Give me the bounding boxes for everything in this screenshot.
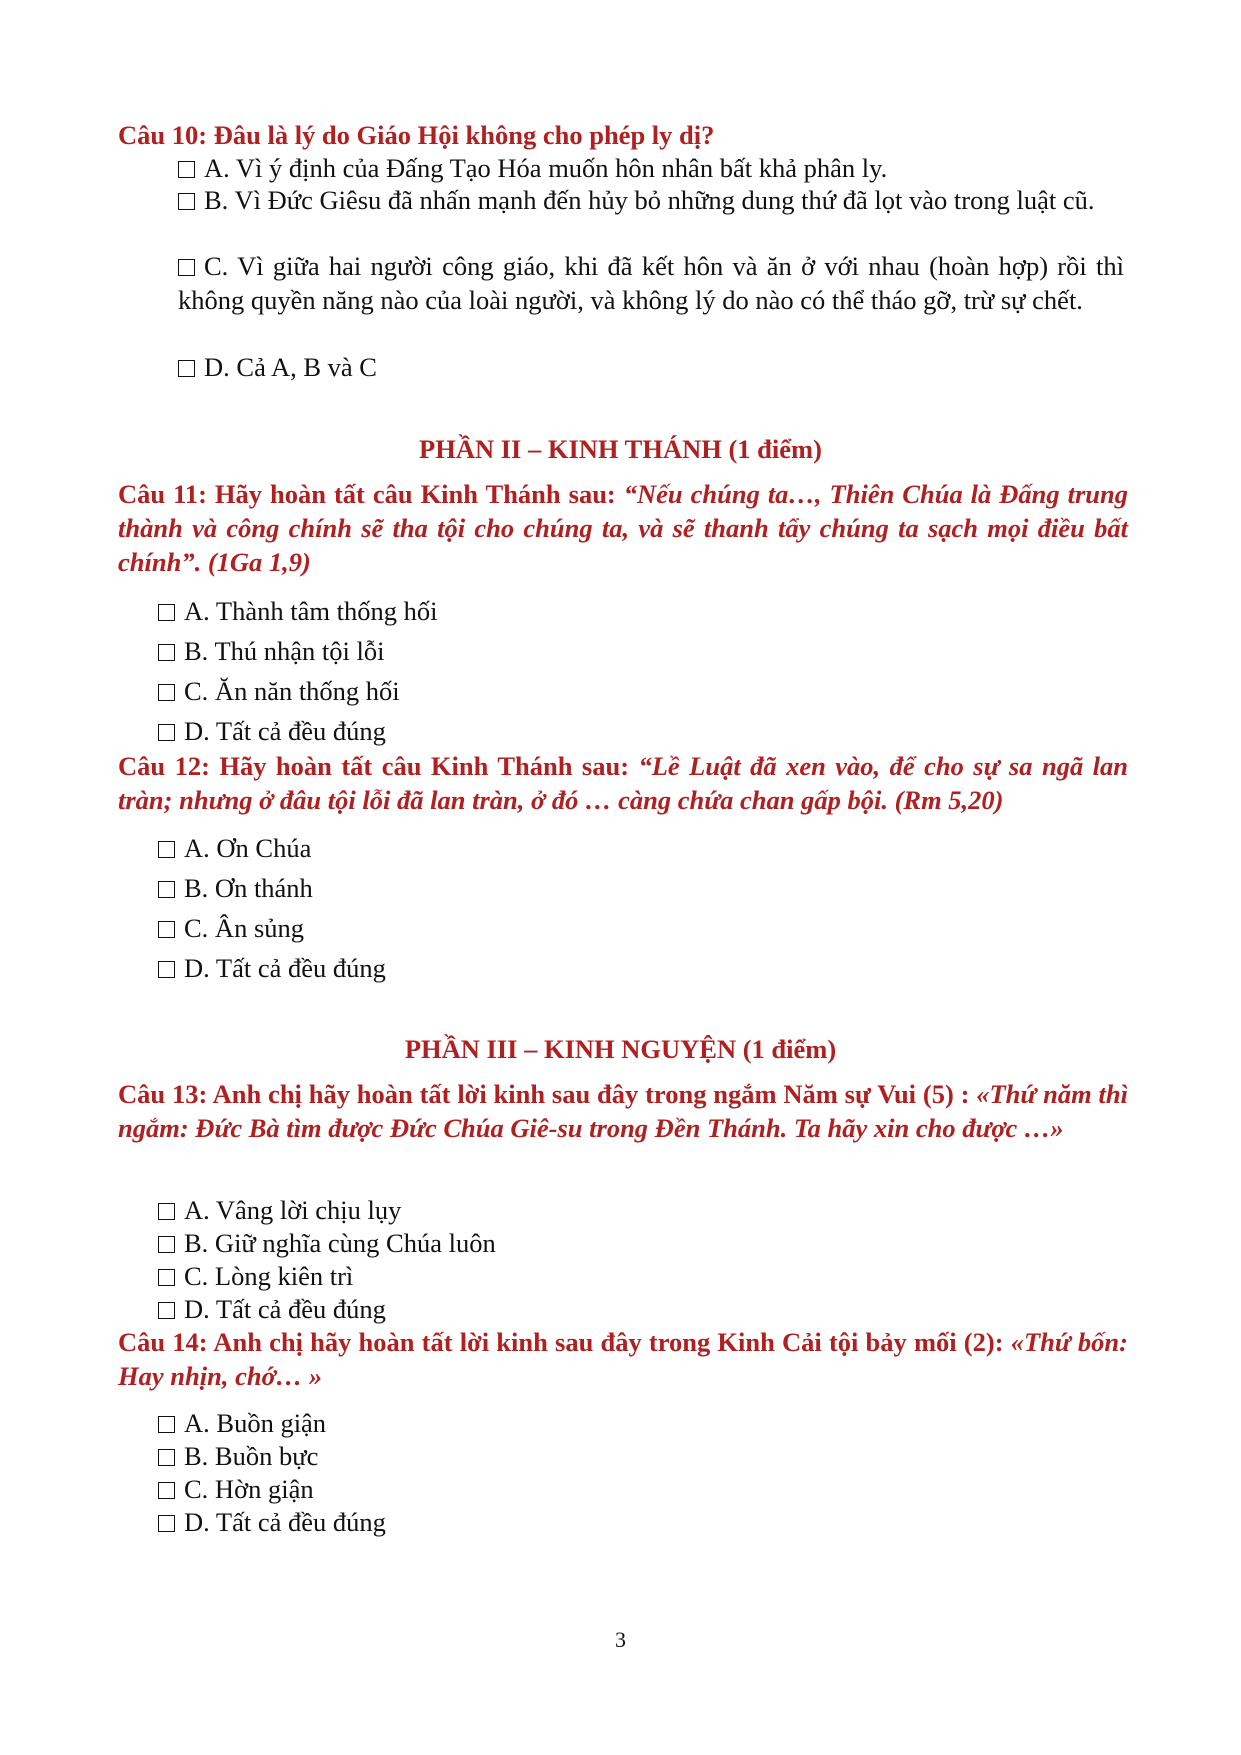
prayer-quote: «Thứ bốn: Hay nhịn, chớ… » — [118, 1327, 1128, 1391]
option-text: B. Vì Đức Giêsu đã nhấn mạnh đến hủy bỏ những dung thứ đã lọt vào trong luật cũ. — [204, 185, 1095, 215]
checkbox-icon[interactable] — [158, 921, 175, 938]
question-prefix: Câu 12: Hãy hoàn tất câu Kinh Thánh sau: — [118, 751, 639, 781]
checkbox-icon[interactable] — [158, 1236, 175, 1253]
question-10-option-d[interactable] — [178, 350, 377, 384]
checkbox-icon[interactable] — [158, 724, 175, 741]
scripture-quote: “Nếu chúng ta…, Thiên Chúa là Đấng trung thành và công chính sẽ tha tội cho chúng ta, và sẽ thanh tẩy chúng ta sạch mọi điều bất chính”. (1Ga 1,9) — [118, 479, 1129, 577]
checkbox-icon[interactable] — [158, 604, 175, 621]
option-text: D. Cả A, B và C — [204, 352, 377, 382]
option-text: A. Vâng lời chịu lụy — [184, 1195, 402, 1225]
checkbox-icon[interactable] — [158, 881, 175, 898]
checkbox-icon[interactable] — [178, 360, 195, 377]
page-number: 3 — [615, 1627, 626, 1652]
option-text: D. Tất cả đều đúng — [184, 953, 386, 983]
checkbox-icon[interactable] — [158, 684, 175, 701]
checkbox-icon[interactable] — [158, 1203, 175, 1220]
question-11-option-b[interactable] — [158, 634, 384, 668]
option-text: A. Thành tâm thống hối — [184, 596, 438, 626]
option-text: B. Buồn bực — [184, 1441, 319, 1471]
question-11-option-c[interactable] — [158, 674, 400, 708]
question-prefix: Câu 13: Anh chị hãy hoàn tất lời kinh sau đây trong ngắm Năm sự Vui (5) : — [118, 1079, 977, 1109]
option-text: A. Ơn Chúa — [184, 833, 312, 863]
question-12-title — [118, 749, 1128, 817]
option-text: C. Ăn năn thống hối — [184, 676, 400, 706]
checkbox-icon[interactable] — [158, 841, 175, 858]
checkbox-icon[interactable] — [158, 961, 175, 978]
option-text: B. Thú nhận tội lỗi — [184, 636, 385, 666]
option-text: C. Vì giữa hai người công giáo, khi đã kết hôn và ăn ở với nhau (hoàn hợp) rồi thì không quyền năng nào của loài người, và không lý do nào có thể tháo gỡ, trừ sự chết. — [178, 251, 1124, 315]
question-10-title: Câu 10: Đâu là lý do Giáo Hội không cho phép ly dị? — [118, 120, 715, 150]
option-text: A. Buồn giận — [184, 1408, 327, 1438]
question-13-option-c[interactable] — [158, 1259, 353, 1293]
checkbox-icon[interactable] — [178, 193, 195, 210]
option-text: C. Lòng kiên trì — [184, 1261, 354, 1291]
question-11-option-d[interactable] — [158, 714, 386, 748]
question-13-option-b[interactable] — [158, 1226, 496, 1260]
checkbox-icon[interactable] — [178, 259, 195, 276]
option-text: D. Tất cả đều đúng — [184, 1507, 386, 1537]
option-text: D. Tất cả đều đúng — [184, 1294, 386, 1324]
question-14-option-d[interactable] — [158, 1505, 386, 1539]
option-text: B. Ơn thánh — [184, 873, 313, 903]
question-14-option-c[interactable] — [158, 1472, 314, 1506]
question-12-option-c[interactable] — [158, 911, 304, 945]
section-heading-part-2: PHẦN II – KINH THÁNH (1 điểm) — [419, 434, 822, 464]
question-prefix: Câu 14: Anh chị hãy hoàn tất lời kinh sau đây trong Kinh Cải tội bảy mối (2): — [118, 1327, 1011, 1357]
checkbox-icon[interactable] — [158, 644, 175, 661]
checkbox-icon[interactable] — [158, 1515, 175, 1532]
question-10-option-c[interactable] — [178, 249, 1124, 317]
scripture-quote: “Lề Luật đã xen vào, để cho sự sa ngã lan tràn; nhưng ở đâu tội lỗi đã lan tràn, ở đó … càng chứa chan gấp bội. (Rm 5,20) — [118, 751, 1128, 815]
question-14-option-a[interactable] — [158, 1406, 326, 1440]
question-14-title — [118, 1325, 1128, 1393]
question-13-option-a[interactable] — [158, 1193, 401, 1227]
option-text: C. Hờn giận — [184, 1474, 314, 1504]
checkbox-icon[interactable] — [158, 1482, 175, 1499]
question-10-option-b[interactable] — [178, 183, 1124, 217]
checkbox-icon[interactable] — [178, 161, 195, 178]
question-12-option-a[interactable] — [158, 831, 311, 865]
option-text: D. Tất cả đều đúng — [184, 716, 386, 746]
question-14-option-b[interactable] — [158, 1439, 318, 1473]
question-13-option-d[interactable] — [158, 1292, 386, 1326]
question-12-option-b[interactable] — [158, 871, 313, 905]
question-10-option-a[interactable] — [178, 151, 1124, 185]
checkbox-icon[interactable] — [158, 1269, 175, 1286]
section-heading-part-3: PHẦN III – KINH NGUYỆN (1 điểm) — [404, 1034, 837, 1064]
question-11-option-a[interactable] — [158, 594, 437, 628]
question-12-option-d[interactable] — [158, 951, 386, 985]
question-prefix: Câu 11: Hãy hoàn tất câu Kinh Thánh sau: — [118, 479, 624, 509]
option-text: B. Giữ nghĩa cùng Chúa luôn — [184, 1228, 496, 1258]
option-text: A. Vì ý định của Đấng Tạo Hóa muốn hôn nhân bất khả phân ly. — [204, 153, 888, 183]
question-11-title — [118, 477, 1128, 579]
checkbox-icon[interactable] — [158, 1449, 175, 1466]
option-text: C. Ân sủng — [184, 913, 305, 943]
checkbox-icon[interactable] — [158, 1416, 175, 1433]
question-13-title — [118, 1077, 1128, 1145]
prayer-quote: «Thứ năm thì ngắm: Đức Bà tìm được Đức Chúa Giê-su trong Đền Thánh. Ta hãy xin cho được …» — [118, 1079, 1128, 1143]
checkbox-icon[interactable] — [158, 1302, 175, 1319]
